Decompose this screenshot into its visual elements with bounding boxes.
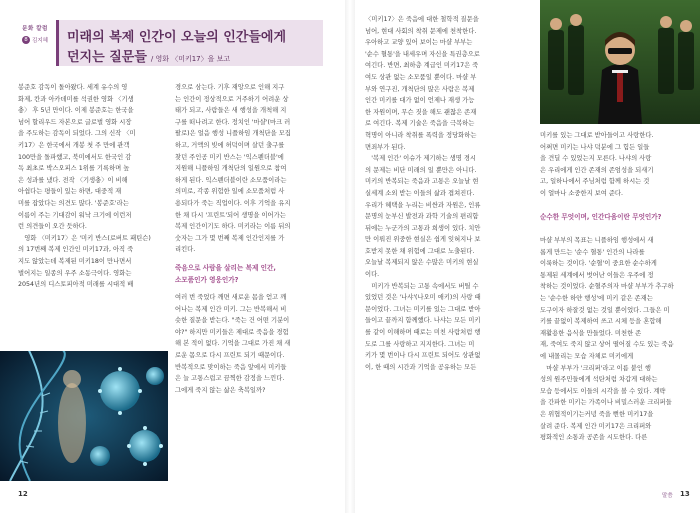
text-line: 넘어, 현대 사회의 착취 문제에 천착한다.: [365, 27, 477, 35]
text-line: 은 성과를 냈다. 전작 〈기생충〉이 비해: [18, 176, 128, 184]
article-title-line2: [67, 46, 230, 65]
text-line: 우아하고 교양 있어 보이는 마샬 부부는: [365, 39, 473, 47]
text-line: 충〉 후 5년 만이다. 이제 봉준호는 한국을: [18, 107, 134, 115]
text-line: 문이었다. 그녀는 미키를 있는 그대로 받아: [365, 305, 481, 313]
text-line: 런 의견들이 오간 듯하다.: [18, 223, 87, 231]
text-line: 만 이뤄진 위중한 현실은 쉽게 잊혀지나 보: [365, 236, 481, 244]
running-title: 말씀: [662, 493, 673, 499]
text-line: 넘어 할리우드 자본으로 글로벌 영화 시장: [18, 118, 132, 126]
text-line: 키가 몇 번이나 다시 프린트 되어도 상관없: [365, 352, 481, 360]
text-line: 야?" 하지만 미키들은 제대로 죽음을 경험: [175, 328, 289, 336]
text-line: 는 인간이 정상적으로 거주하기 어려운 상: [175, 95, 289, 103]
text-line: 로 여긴다. 복제 기술은 죽음을 극복하는: [365, 120, 475, 128]
text-line: 소모품인가 영웅인가?: [175, 275, 239, 284]
text-line: 어나는 복제 인간 미키. 그는 반복해서 비: [175, 305, 287, 313]
text-line: 성의 원주민들에게 석탄처럼 차갑게 대하는: [540, 376, 658, 384]
text-line: 슷한 질문을 받는다. "죽는 건 어떤 기분이: [175, 317, 290, 325]
text-line: 하게 된다. 익스펜더블이란 소모품이라는: [175, 176, 287, 184]
article-title-line1: 미래의 복제 인간이 오늘의 인간들에게: [67, 30, 287, 45]
text-line: 이다.: [365, 271, 380, 279]
article-header: [18, 20, 323, 68]
text-line: 로운 몸으로 다시 프린트 되기 때문이다.: [175, 351, 285, 359]
text-line: 혁명이 아니라 착취를 폭력을 정당화하는: [365, 131, 477, 139]
text-line: 문명의 눈부신 발전과 과학 기술의 편리함: [365, 213, 479, 221]
left-page: [0, 0, 345, 513]
title-box: [56, 20, 323, 66]
dna-virus-illustration: [0, 351, 168, 481]
text-line: 경으로 삼는다. 기후 재앙으로 인해 지구: [175, 84, 285, 91]
text-line: 부와 연구진, 개척단의 많은 사람은 복제: [365, 85, 475, 93]
text-line: 한 자원이며, 무슨 짓을 해도 괜찮은 존재: [365, 108, 477, 116]
text-line: 평화적인 소통과 공존을 시도한다. 다른: [540, 434, 648, 442]
text-line: 미키의 반복되는 죽음과 고통은 오늘날 현: [365, 178, 479, 186]
text-line: 를 같이 이해하며 때로는 미친 사람처럼 행: [365, 329, 481, 337]
text-line: 이름이 주는 기대감이 워낙 크기에 이런저: [18, 211, 132, 219]
text-line: 통제된 세계에서 벗어난 이들은 우주에 정: [540, 271, 654, 279]
text-line: 이룩하는 것이다. '순혈'이 중요한 순수하게: [540, 260, 657, 268]
text-line: 호받지 못한 채 위험에 그대로 노출된다.: [365, 247, 475, 255]
heading-text: 순수한 무엇이며, 인간다움이란 무엇인가?: [540, 213, 662, 221]
text-line: 어쩌면 미키는 나샤 덕분에 그 힘든 일들: [540, 143, 650, 151]
body-column-2: [175, 82, 325, 256]
text-line: 을 주도하는 감독이 되었다. 그의 신작 〈미: [18, 130, 136, 138]
text-line: 하고, 거액의 빚에 허덕이며 살던 출구를: [175, 141, 285, 149]
text-line: 있었던 것은 '나샤'(나오미 애키)의 사랑 때: [365, 294, 481, 302]
text-line: 미키가 반복되는 고통 속에서도 버틸 수: [365, 282, 479, 290]
text-line: '순수 혈통'을 내세우며 자신을 특권층으로: [365, 50, 480, 58]
text-line: 은 위협적이기는커녕 죽을 뻔한 미키17을: [540, 410, 654, 418]
title-line2-text: 던지는 질문들: [67, 50, 147, 65]
text-line: 들이고 끝까지 함께했다. 나샤는 모든 미키: [365, 317, 481, 325]
text-line: 롭게 만드는 '순수 혈통' 인간의 나라를: [540, 248, 645, 256]
text-line: 키를 끝없이 복제하여 쓰고 시체 등을 혼합해: [540, 318, 662, 326]
series-number: 8: [22, 36, 30, 44]
text-line: 2054년의 디스토피아적 미래를 시대적 배: [18, 281, 134, 289]
right-page: [355, 0, 700, 513]
clones-illustration: [540, 0, 700, 124]
text-line: 〈미키17〉은 죽음에 대한 철학적 질문을: [365, 16, 479, 23]
text-line: 봉준호 감독이 돌아왔다. 세계 유수의 영: [18, 84, 128, 91]
text-line: 면죄부가 된다.: [365, 143, 406, 151]
text-line: 리킨다.: [175, 246, 196, 254]
text-line: 죽음으로 사람을 살리는 복제 인간,: [175, 264, 276, 272]
text-line: 의 17번째 복제 인간인 미키17과, 아직 죽: [18, 246, 134, 254]
text-line: 영화 〈미키17〉은 '미키 반스(로버트 패틴슨): [18, 234, 151, 242]
text-line: 을 간파한 미키는 가족이나 비밀스러운 크리퍼들: [540, 399, 672, 407]
text-line: 키17〉은 한국에서 개봉 첫 주 만에 관객: [18, 141, 130, 149]
text-line: 재, 죽여도 죽지 않고 상어 떨어질 수도 있는 죽음: [540, 341, 674, 349]
text-line: 벌어지는 일종의 우주 소동극이다. 영화는: [18, 269, 132, 277]
text-line: 독 최초로 박스오피스 1위를 기록하며 높: [18, 165, 130, 173]
text-line: 이 얼마나 소중한지 보여 준다.: [540, 189, 624, 197]
section-heading-2: [540, 212, 690, 224]
text-line: 반복적으로 맞이하는 죽음 앞에서 미키들: [175, 363, 287, 371]
text-line: 숫자는 그가 몇 번째 복제 인간인지를 가: [175, 234, 285, 242]
text-line: 여러 번 죽었다 깨면 새로운 몸을 얻고 깨: [175, 294, 287, 301]
text-line: 지원해 니플하임 개척단의 일원으로 참여: [175, 165, 287, 173]
text-line: 여긴다. 반면, 최하층 계급인 미키17은 죽: [365, 62, 479, 70]
page-gutter: [345, 0, 355, 513]
text-line: 복제 인간이기도 하다. 미키라는 이름 뒤의: [175, 223, 291, 231]
text-line: 찾던 주인공 미키 반스는 '익스펜더블'에: [175, 153, 284, 161]
body-column-2b: [175, 292, 325, 396]
text-line: 아쉽다는 평들이 있는 하면, 대중적 재: [18, 188, 122, 196]
text-line: 고, 일하나에서 주님처럼 함께 하시는 것: [540, 178, 650, 186]
text-line: 의 문제는 비단 미래의 일 뿐만은 아니다.: [365, 166, 477, 174]
text-line: 미를 잡았다는 의견도 많다. '봉준호'라는: [18, 199, 129, 207]
text-line: 우리가 혜택을 누리는 비싼과 자원은, 인류: [365, 201, 481, 209]
section-heading-1: [175, 263, 325, 286]
text-line: 마샬 부부가 '크리퍼'라고 이름 붙인 행: [540, 364, 652, 372]
text-line: 은 늘 고통스럽고 끔찍한 감정을 느낀다.: [175, 375, 285, 383]
page-number-right: 13: [680, 490, 690, 498]
text-line: 100만을 돌파했고, 북미에서도 한국인 감: [18, 153, 132, 161]
body-column-3: [365, 14, 515, 373]
page-number-left: 12: [18, 490, 28, 498]
author-name: 김지혜: [32, 38, 48, 44]
text-line: 그에게 죽지 않는 삶은 축복일까?: [175, 386, 266, 394]
body-column-4-top: [540, 130, 690, 200]
text-line: '복제 인간' 이슈가 제기하는 생명 경시: [365, 155, 477, 163]
text-line: 팔로)은 얼음 행성 니플하임 개척단을 모집: [175, 130, 291, 138]
text-line: 구를 떠나려고 한다. 정치인 '마샬'(마크 러: [175, 118, 291, 126]
text-line: 여도 상관 없는 소모품일 뿐이다. 마샬 부: [365, 73, 477, 81]
section-label: 문화 칼럼: [22, 26, 48, 32]
text-line: 재활용한 음식을 만들었다. 미천한 존: [540, 329, 642, 337]
text-line: 마샬 부부의 목표는 니플하임 행성에서 새: [540, 237, 654, 244]
section-badge: [18, 24, 52, 44]
text-line: 은 우리에게 인간 존재의 존엄성을 되새기: [540, 166, 654, 174]
text-line: 에 내몰리는 모습 자체로 미키에게: [540, 352, 634, 360]
text-line: 살려 준다. 복제 인간 미키17은 크리퍼와: [540, 422, 652, 430]
text-line: 오늘날 복제되지 않은 수많은 미키의 현실: [365, 259, 479, 267]
text-line: 뒤에는 누군가의 고통과 희생이 있다. 치안: [365, 224, 481, 232]
body-column-4: [540, 235, 690, 444]
text-line: 용되다가 죽는 직업이다. 이후 기억을 유지: [175, 199, 291, 207]
text-line: 을 견딜 수 있었는지 모른다. 나샤의 사랑: [540, 155, 652, 163]
text-line: 이, 한 때의 시간과 기억을 공유하는 모든: [365, 363, 477, 371]
text-line: 모습 등에서도 이들의 시각을 볼 수 있다. 계략: [540, 387, 666, 395]
text-line: 도구이자 하잘것 없는 것일 뿐이었다. 그들은 미: [540, 306, 670, 314]
article-subtitle: / 영화 〈미키17〉을 보고: [150, 55, 231, 63]
text-line: 지도 않았는데 복제된 미키18이 만나면서: [18, 257, 132, 265]
text-line: 화제, 칸과 아카데미를 석권한 영화 〈기생: [18, 95, 134, 103]
text-line: 미키를 있는 그대로 받아들이고 사랑한다.: [540, 132, 654, 139]
text-line: 인간 미키를 대가 없이 언제나 재생 가능: [365, 97, 475, 105]
text-line: 실세계 소외 받는 이들의 삶과 겹쳐진다.: [365, 189, 475, 197]
text-line: 도로 그를 사랑하고 지지한다. 그녀는 미: [365, 340, 475, 348]
body-column-1: [18, 82, 164, 291]
text-line: 해 본 적이 없다. 기억을 그대로 가진 채 새: [175, 340, 291, 348]
text-line: 태가 되고, 사람들은 새 행성을 개척해 지: [175, 107, 287, 115]
text-line: 는 '순수한 하얀 행성'에 미키 같은 존재는: [540, 294, 653, 302]
text-line: 착하는 것이었다. 순혈주의자 마샬 부부가 추구하: [540, 283, 674, 291]
text-line: 한 채 다시 '프린트'되어 생명을 이어가는: [175, 211, 286, 219]
text-line: 의미로, 각종 위험한 일에 소모품처럼 사: [175, 188, 285, 196]
